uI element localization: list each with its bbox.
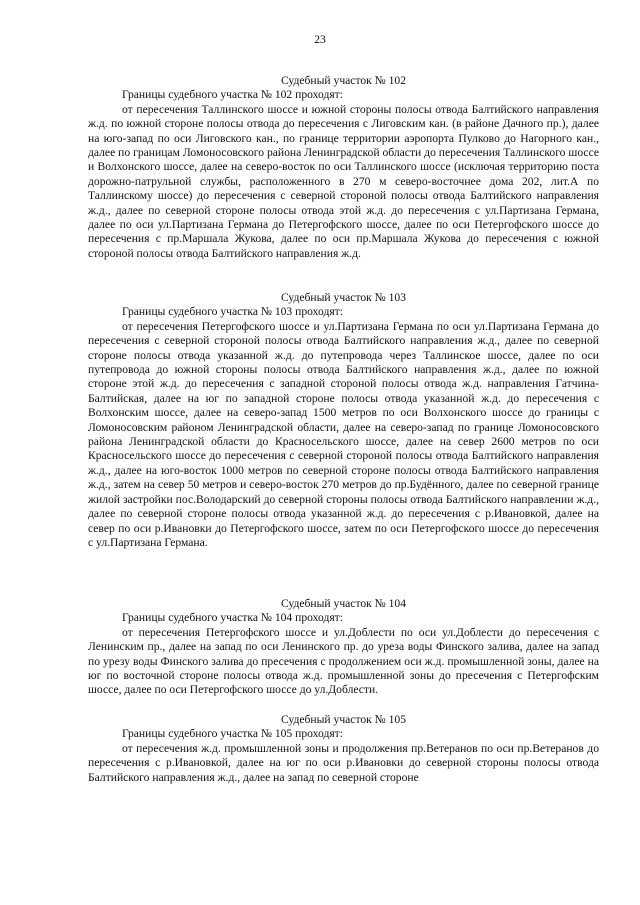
section-subtitle: Границы судебного участка № 104 проходят: xyxy=(122,611,343,625)
section-subtitle: Границы судебного участка № 103 проходят: xyxy=(122,305,343,319)
section-title: Судебный участок № 104 xyxy=(280,597,407,610)
section-court-103 xyxy=(88,291,599,550)
section-text: от пересечения Таллинского шоссе и южной стороны полосы отвода Балтийского направления ж.д. по южной стороне полосы отвода до пересечения с Лиговским кан. (в районе Дачного пр.), далее на юго-запад по оси Лиговского кан., по границе территории аэропорта Пулково до Нагорного кан., далее по границам Ломоносовского района Ленинградской области до пересечения Таллинского шоссе и Волхонского шоссе, далее на северо-восток по оси Таллинского шоссе (исключая территорию поста дорожно-патрульной службы, расположенного в 270 м северо-восточнее дома 202, лит.А по Таллинскому шоссе) до пересечения с северной стороной полосы отвода Балтийского направления ж.д., далее по северной стороне полосы отвода этой ж.д. до пересечения с ул.Партизана Германа, далее по оси ул.Партизана Германа до Петергофского шоссе, далее по оси Петергофского шоссе до пересечения с пр.Маршала Жукова, далее по оси пр.Маршала Жукова до пересечения с южной стороной полосы отвода Балтийского направления ж.д. xyxy=(88,102,599,260)
section-court-105 xyxy=(88,713,599,785)
section-court-104 xyxy=(88,597,599,698)
section-title: Судебный участок № 102 xyxy=(280,74,407,87)
section-subtitle: Границы судебного участка № 105 проходят: xyxy=(122,727,343,741)
section-subtitle: Границы судебного участка № 102 проходят: xyxy=(122,88,343,102)
section-text: от пересечения ж.д. промышленной зоны и продолжения пр.Ветеранов по оси пр.Ветеранов до пересечения с р.Ивановкой, далее на юг по оси р.Ивановки до северной стороны полосы отвода Балтийского направления ж.д., далее на запад по северной стороне xyxy=(88,741,599,784)
section-court-102 xyxy=(88,74,599,261)
section-title: Судебный участок № 105 xyxy=(280,713,407,726)
section-text: от пересечения Петергофского шоссе и ул.Партизана Германа по оси ул.Партизана Германа до пересечения с северной стороной полосы отвода Балтийского направления ж.д., далее по северной стороне полосы отвода указанной ж.д. до путепровода через Таллинское шоссе, далее по оси путепровода до южной стороны полосы отвода Балтийского направления ж.д., далее по южной стороне этой ж.д. до пересечения с западной стороной полосы отвода ж.д. направления Гатчина-Балтийская, далее на юг по западной стороне полосы отвода указанной ж.д. до пересечения с Волхонским шоссе, далее на северо-запад 1500 метров по оси Волхонского шоссе до границы с Ломоносовским районом Ленинградской области, далее на северо-запад по границе Ломоносовского района Ленинградской области до Красносельского шоссе, далее на север 2600 метров по оси Красносельского шоссе до пересечения с северной стороной полосы отвода Балтийского направления ж.д., далее на юго-восток 1000 метров по северной стороне полосы отвода Балтийского направления ж.д., затем на север 50 метров и северо-восток 270 метров до пр.Будённого, далее по северной границе жилой застройки пос.Володарский до северной стороны полосы отвода Балтийского направлении ж.д., далее по северной стороне полосы отвода указанной ж.д. до пересечения с р.Ивановкой, далее на север по оси р.Ивановки до Петергофского шоссе, затем по оси Петергофского шоссе до пересечения с ул.Партизана Германа. xyxy=(88,319,599,549)
page-number: 23 xyxy=(314,33,326,46)
section-title: Судебный участок № 103 xyxy=(280,291,407,304)
section-text: от пересечения Петергофского шоссе и ул.Доблести по оси ул.Доблести до пересечения с Ленинским пр., далее на запад по оси Ленинского пр. до уреза воды Финского залива, далее на запад по урезу воды Финского залива до пресечения с продолжением оси ж.д. промышленной зоны, далее на юг по восточной стороне полосы отвода ж.д. промышленной зоны до пресечения с Петергофским шоссе, далее по оси Петергофского шоссе до ул.Доблести. xyxy=(88,625,599,697)
